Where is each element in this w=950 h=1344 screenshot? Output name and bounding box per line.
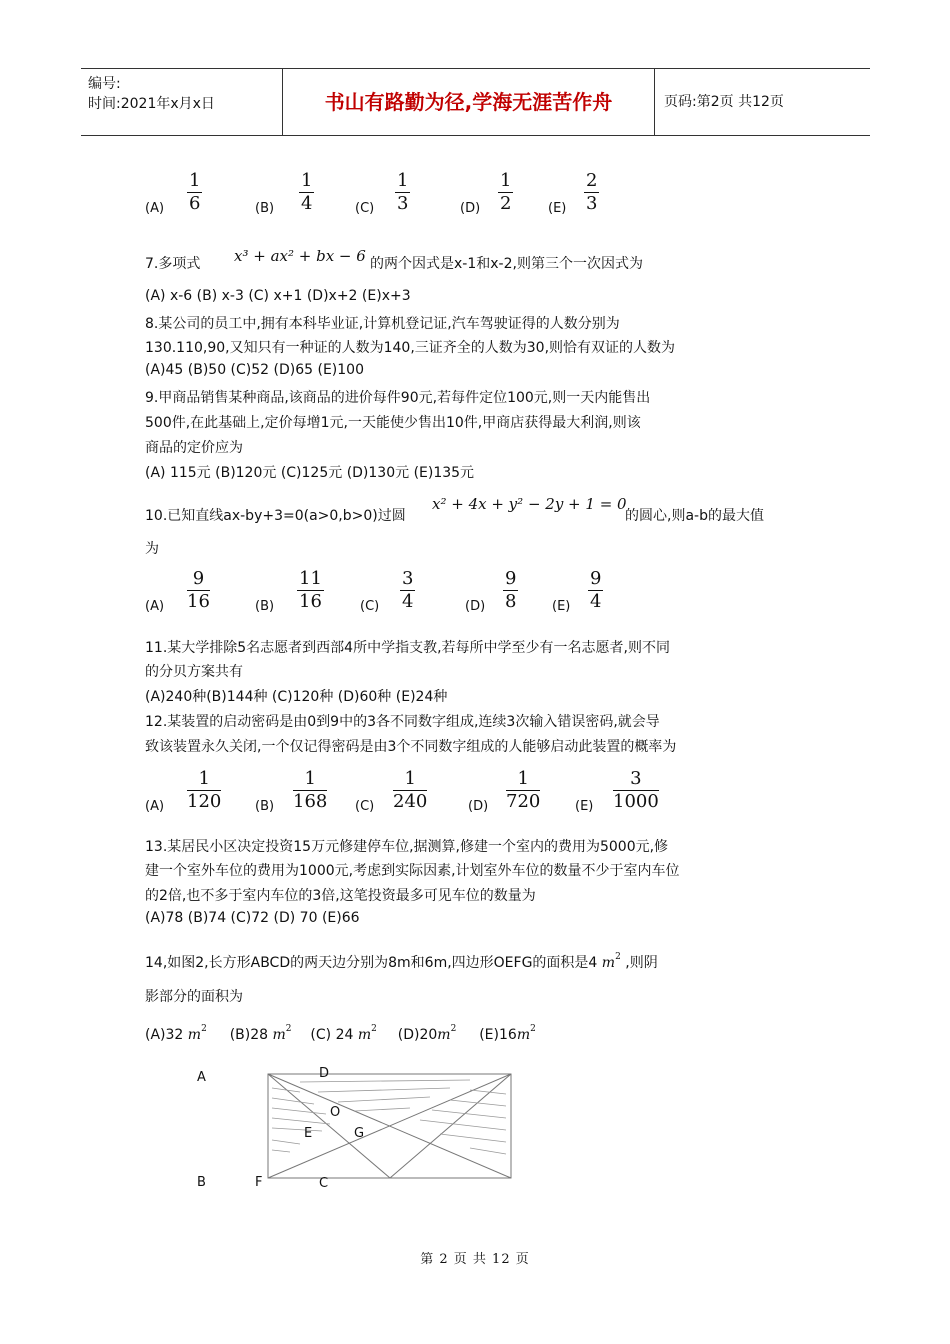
denominator: 16 xyxy=(187,591,210,612)
option-label: (C) xyxy=(360,599,380,614)
q11-options: (A)240种(B)144种 (C)120种 (D)60种 (E)24种 xyxy=(145,689,448,705)
numerator: 9 xyxy=(192,568,205,589)
unit-base: m xyxy=(187,1027,202,1043)
numerator: 2 xyxy=(586,170,598,191)
label-a: A xyxy=(197,1070,206,1085)
header-page: 页码:第2页 共12页 xyxy=(664,94,784,110)
hatch-line xyxy=(272,1088,300,1092)
q7-prefix: 7.多项式 xyxy=(145,256,201,272)
option-label: (A) xyxy=(145,201,165,216)
hatch-line xyxy=(450,1100,506,1106)
option-label: (D)20 xyxy=(397,1027,438,1043)
hatch-line xyxy=(272,1128,322,1131)
hatch-line xyxy=(440,1134,506,1142)
hatch-line xyxy=(318,1088,450,1092)
unit-base: m xyxy=(272,1027,286,1043)
hatch-line xyxy=(272,1150,290,1152)
label-g: G xyxy=(354,1126,365,1141)
numerator: 9 xyxy=(590,568,602,589)
header-motto: 书山有路勤为径,学海无涯苦作舟 xyxy=(282,69,655,135)
q10-formula: x² + 4x + y² − 2y + 1 = 0 xyxy=(432,495,627,513)
q12-line-1: 12.某装置的启动密码是由0到9中的3各不同数字组成,连续3次输入错误密码,就会导 xyxy=(145,714,660,730)
option-label: (E) xyxy=(548,201,567,216)
label-f: F xyxy=(255,1175,263,1190)
header-date: 时间:2021年x月x日 xyxy=(88,96,215,112)
option-label: (D) xyxy=(460,201,481,216)
option-label: (A) xyxy=(145,799,165,814)
hatch-line xyxy=(420,1120,506,1130)
q10-suffix: 的圆心,则a-b的最大值 xyxy=(625,508,764,524)
option-label: (A)32 xyxy=(145,1027,184,1043)
q9-line-1: 9.甲商品销售某种商品,该商品的进价每件90元,若每件定位100元,则一天内能售出 xyxy=(145,390,651,406)
hatch-line xyxy=(432,1110,506,1118)
hatch-line xyxy=(355,1108,410,1111)
hatch-line xyxy=(272,1098,314,1104)
numerator: 1 xyxy=(397,170,409,191)
numerator: 3 xyxy=(402,568,414,589)
option-label: (C) xyxy=(355,799,375,814)
unit-exponent: 2 xyxy=(450,1024,457,1034)
q7-options: (A) x-6 (B) x-3 (C) x+1 (D)x+2 (E)x+3 xyxy=(145,288,411,304)
numerator: 11 xyxy=(299,568,322,589)
q8-line-1: 8.某公司的员工中,拥有本科毕业证,计算机登记证,汽车驾驶证得的人数分别为 xyxy=(145,316,620,332)
q14-text-tail: ,则阴 xyxy=(625,955,658,971)
q13-line-2: 建一个室外车位的费用为1000元,考虑到实际因素,计划室外车位的数量不少于室内车位 xyxy=(145,863,680,879)
hatch-line xyxy=(470,1148,506,1154)
denominator: 8 xyxy=(505,591,517,612)
denominator: 120 xyxy=(187,791,222,812)
denominator: 4 xyxy=(402,591,414,612)
numerator: 1 xyxy=(517,768,529,789)
option-label: (B) xyxy=(255,201,275,216)
unit-base: m xyxy=(437,1027,451,1043)
denominator: 3 xyxy=(397,193,409,214)
numerator: 3 xyxy=(630,768,642,789)
numerator: 1 xyxy=(198,768,210,789)
option-label: (E) xyxy=(552,599,571,614)
q14-line-2: 影部分的面积为 xyxy=(145,989,243,1005)
denominator: 720 xyxy=(506,791,541,812)
option-label: (C) xyxy=(355,201,375,216)
unit-base: m xyxy=(357,1027,372,1043)
hatch-line xyxy=(272,1140,300,1144)
unit-base: m xyxy=(516,1027,531,1043)
denominator: 1000 xyxy=(613,791,659,812)
q7-formula: x³ + ax² + bx − 6 xyxy=(234,247,366,265)
denominator: 168 xyxy=(293,791,328,812)
q13-options: (A)78 (B)74 (C)72 (D) 70 (E)66 xyxy=(145,910,360,926)
q8-line-2: 130.110,90,又知只有一种证的人数为140,三证齐全的人数为30,则恰有双证的人数为 xyxy=(145,340,676,356)
option-label: (E)16 xyxy=(479,1027,517,1043)
q10-line-2: 为 xyxy=(145,541,159,557)
line-a-to-bottom xyxy=(268,1074,390,1178)
option-label: (A) xyxy=(145,599,165,614)
label-e: E xyxy=(304,1126,313,1141)
option-label: (B) xyxy=(255,599,275,614)
unit-exponent: 2 xyxy=(615,952,621,962)
header-number: 编号: xyxy=(88,76,121,92)
q14-text: 14,如图2,长方形ABCD的两天边分别为8m和6m,四边形OEFG的面积是4 xyxy=(145,955,598,971)
label-b: B xyxy=(197,1175,206,1190)
q9-line-2: 500件,在此基础上,定价每增1元,一天能使少售出10件,甲商店获得最大利润,则该 xyxy=(145,415,641,431)
denominator: 240 xyxy=(393,791,428,812)
q12-line-2: 致该装置永久关闭,一个仅记得密码是由3个不同数字组成的人能够启动此装置的概率为 xyxy=(145,739,677,755)
unit-exponent: 2 xyxy=(371,1024,377,1034)
option-label: (B) xyxy=(255,799,275,814)
option-label: (C) 24 xyxy=(310,1027,354,1043)
numerator: 1 xyxy=(301,170,313,191)
denominator: 3 xyxy=(586,193,598,214)
hatch-line xyxy=(338,1097,430,1102)
denominator: 16 xyxy=(299,591,322,612)
option-label: (D) xyxy=(465,599,486,614)
denominator: 4 xyxy=(301,193,313,214)
q10-prefix: 10.已知直线ax-by+3=0(a>0,b>0)过圆 xyxy=(145,508,406,524)
q7-suffix: 的两个因式是x-1和x-2,则第三个一次因式为 xyxy=(370,256,643,272)
label-o: O xyxy=(330,1105,341,1120)
denominator: 6 xyxy=(189,193,201,214)
option-label: (D) xyxy=(468,799,489,814)
numerator: 1 xyxy=(189,170,201,191)
numerator: 9 xyxy=(505,568,517,589)
q13-line-3: 的2倍,也不多于室内车位的3倍,这笔投资最多可见车位的数量为 xyxy=(145,888,536,904)
unit-exponent: 2 xyxy=(530,1024,536,1034)
q9-options: (A) 115元 (B)120元 (C)125元 (D)130元 (E)135元 xyxy=(145,465,475,481)
label-c: C xyxy=(319,1176,329,1191)
denominator: 2 xyxy=(500,193,512,214)
unit-base: m xyxy=(601,955,616,971)
q13-line-1: 13.某居民小区决定投资15万元修建停车位,据测算,修建一个室内的费用为5000元,修 xyxy=(145,839,669,855)
hatch-line xyxy=(272,1108,326,1114)
numerator: 1 xyxy=(404,768,416,789)
denominator: 4 xyxy=(590,591,602,612)
numerator: 1 xyxy=(304,768,316,789)
numerator: 1 xyxy=(500,170,512,191)
q11-line-1: 11.某大学排除5名志愿者到西部4所中学指支教,若每所中学至少有一名志愿者,则不同 xyxy=(145,640,670,656)
unit-exponent: 2 xyxy=(285,1024,292,1034)
unit-exponent: 2 xyxy=(201,1024,207,1034)
option-label: (B)28 xyxy=(229,1027,269,1043)
q11-line-2: 的分贝方案共有 xyxy=(145,664,243,680)
q9-line-3: 商品的定价应为 xyxy=(145,440,243,456)
label-d: D xyxy=(319,1066,330,1081)
page-footer: 第 2 页 共 12 页 xyxy=(420,1252,530,1267)
q8-options: (A)45 (B)50 (C)52 (D)65 (E)100 xyxy=(145,362,364,378)
option-label: (E) xyxy=(575,799,594,814)
